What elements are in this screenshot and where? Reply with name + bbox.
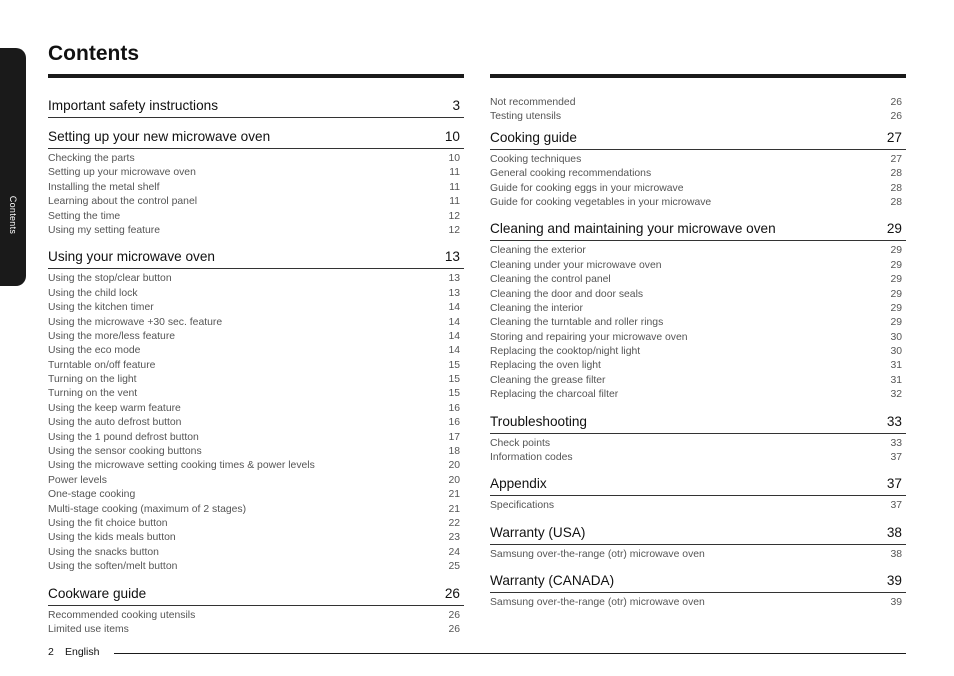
toc-item-label: Installing the metal shelf xyxy=(48,181,160,193)
toc-item-label: Specifications xyxy=(490,500,555,512)
toc-item-page: 26 xyxy=(448,623,460,635)
toc-item-page: 38 xyxy=(890,548,902,560)
right-top-rule xyxy=(490,74,906,78)
toc-item-label: One-stage cooking xyxy=(48,489,136,501)
toc-section[interactable] xyxy=(48,584,464,606)
toc-item-page: 17 xyxy=(448,431,460,443)
toc-item-page: 27 xyxy=(890,153,902,165)
toc-item-label: Using the soften/melt button xyxy=(48,561,178,573)
toc-item[interactable] xyxy=(48,287,464,301)
toc-section-page: 33 xyxy=(886,413,902,429)
toc-item-page: 14 xyxy=(448,330,460,342)
toc-item-label: Power levels xyxy=(48,474,107,486)
toc-item-page: 10 xyxy=(448,153,460,164)
toc-item[interactable] xyxy=(490,167,906,181)
side-tab-label: Contents xyxy=(8,195,18,235)
toc-section[interactable] xyxy=(490,128,906,150)
toc-section[interactable] xyxy=(490,412,906,434)
toc-section[interactable] xyxy=(490,571,906,593)
toc-item[interactable] xyxy=(48,272,464,286)
toc-item-page: 16 xyxy=(448,402,460,414)
toc-item-page: 13 xyxy=(448,287,460,299)
toc-item-label: Using the auto defrost button xyxy=(48,417,182,429)
toc-item-label: Using the sensor cooking buttons xyxy=(48,446,202,458)
toc-section[interactable] xyxy=(48,247,464,269)
toc-item-label: Using the fit choice button xyxy=(48,517,168,529)
left-top-rule xyxy=(48,74,464,78)
toc-item[interactable] xyxy=(490,259,906,273)
toc-item[interactable] xyxy=(48,488,464,502)
toc-item[interactable] xyxy=(48,474,464,488)
toc-item-label: Cleaning the grease filter xyxy=(490,374,606,386)
toc-item[interactable] xyxy=(490,345,906,359)
footer-rule xyxy=(114,653,906,654)
toc-section[interactable] xyxy=(490,523,906,545)
toc-section[interactable] xyxy=(490,474,906,496)
toc-item-page: 21 xyxy=(448,489,460,501)
toc-section-label: Warranty (CANADA) xyxy=(490,573,615,589)
toc-item-label: Recommended cooking utensils xyxy=(48,609,196,621)
toc-item-page: 31 xyxy=(890,374,902,386)
toc-item[interactable] xyxy=(48,459,464,473)
toc-item-page: 13 xyxy=(448,273,460,285)
toc-item-page: 20 xyxy=(448,460,460,472)
toc-item-page: 33 xyxy=(890,437,902,449)
toc-item-label: Learning about the control panel xyxy=(48,196,198,208)
toc-item-page: 37 xyxy=(890,500,902,512)
toc-item-label: Multi-stage cooking (maximum of 2 stages) xyxy=(48,503,247,515)
toc-item-list xyxy=(48,272,464,574)
toc-item-label: Guide for cooking vegetables in your microwave xyxy=(490,196,712,208)
toc-item[interactable] xyxy=(48,166,464,180)
toc-item-page: 15 xyxy=(448,374,460,386)
toc-item-page: 37 xyxy=(890,452,902,464)
toc-item-label: Cleaning the door and door seals xyxy=(490,288,644,300)
toc-item[interactable] xyxy=(48,316,464,330)
toc-item-label: Using the kids meals button xyxy=(48,532,176,544)
page-title: Contents xyxy=(48,42,139,65)
toc-item-page: 29 xyxy=(890,288,902,300)
toc-item-page: 11 xyxy=(449,181,460,193)
toc-item-label: Limited use items xyxy=(48,623,129,635)
toc-item-page: 12 xyxy=(448,224,460,236)
toc-section-page: 13 xyxy=(444,249,460,265)
toc-section-page: 38 xyxy=(886,524,902,540)
toc-item[interactable] xyxy=(48,546,464,560)
toc-item-page: 32 xyxy=(890,389,902,401)
toc-item-page: 11 xyxy=(449,196,460,208)
toc-item-page: 23 xyxy=(448,532,460,544)
toc-section-page: 39 xyxy=(886,573,902,589)
toc-right-column xyxy=(490,96,906,611)
toc-item-page: 29 xyxy=(890,259,902,271)
toc-item-page: 14 xyxy=(448,345,460,357)
footer-language: English xyxy=(65,646,100,658)
toc-item-page: 26 xyxy=(890,97,902,108)
toc-item-page: 18 xyxy=(448,446,460,458)
toc-item[interactable] xyxy=(490,196,906,210)
toc-item[interactable] xyxy=(48,623,464,637)
toc-item-list xyxy=(490,499,906,513)
toc-item-page: 11 xyxy=(449,167,460,179)
toc-item-page: 20 xyxy=(448,474,460,486)
toc-item[interactable] xyxy=(490,437,906,451)
toc-item[interactable] xyxy=(48,609,464,623)
toc-item[interactable] xyxy=(490,96,906,110)
toc-item-page: 22 xyxy=(448,517,460,529)
toc-section[interactable] xyxy=(48,127,464,149)
footer-page-number: 2 xyxy=(48,646,54,658)
toc-item[interactable] xyxy=(48,224,464,238)
toc-item[interactable] xyxy=(490,316,906,330)
toc-item[interactable] xyxy=(48,373,464,387)
toc-item-page: 28 xyxy=(890,196,902,208)
toc-item-page: 28 xyxy=(890,168,902,180)
toc-item-label: Cleaning the interior xyxy=(490,302,583,314)
toc-item-page: 25 xyxy=(448,561,460,573)
toc-section-label: Important safety instructions xyxy=(48,98,218,113)
toc-item-page: 29 xyxy=(890,245,902,257)
toc-item[interactable] xyxy=(48,152,464,166)
toc-item-label: Samsung over-the-range (otr) microwave oven xyxy=(490,597,705,609)
toc-item-page: 39 xyxy=(890,597,902,609)
toc-item-label: Setting the time xyxy=(48,210,121,222)
toc-item-page: 30 xyxy=(890,331,902,343)
toc-item[interactable] xyxy=(48,445,464,459)
toc-section-label: Setting up your new microwave oven xyxy=(48,129,271,144)
side-tab xyxy=(0,48,26,286)
toc-item-label: Cleaning the exterior xyxy=(490,245,586,257)
toc-item-page: 14 xyxy=(448,302,460,314)
toc-item[interactable] xyxy=(48,531,464,545)
toc-item[interactable] xyxy=(490,359,906,373)
toc-item-label: Cooking techniques xyxy=(490,153,582,165)
toc-item-label: Using the microwave +30 sec. feature xyxy=(48,316,223,328)
toc-section-label: Cleaning and maintaining your microwave oven xyxy=(490,221,776,237)
toc-item-label: Turning on the light xyxy=(48,374,137,386)
toc-section-page: 27 xyxy=(886,129,902,145)
toc-section-label: Using your microwave oven xyxy=(48,249,215,265)
toc-item[interactable] xyxy=(490,388,906,402)
toc-item-label: Checking the parts xyxy=(48,153,135,164)
toc-item[interactable] xyxy=(490,273,906,287)
toc-item-label: Information codes xyxy=(490,452,573,464)
toc-item-label: Guide for cooking eggs in your microwave xyxy=(490,182,684,194)
toc-item-page: 28 xyxy=(890,182,902,194)
toc-section-page: 10 xyxy=(444,129,460,144)
toc-item-label: Using the more/less feature xyxy=(48,330,176,342)
toc-item[interactable] xyxy=(48,195,464,209)
toc-item-label: Samsung over-the-range (otr) microwave oven xyxy=(490,548,705,560)
toc-item-label: Using the 1 pound defrost button xyxy=(48,431,199,443)
toc-section-page: 26 xyxy=(444,585,460,601)
toc-item[interactable] xyxy=(490,244,906,258)
toc-item-page: 16 xyxy=(448,417,460,429)
toc-item-label: Storing and repairing your microwave oven xyxy=(490,331,688,343)
toc-item[interactable] xyxy=(490,374,906,388)
toc-section[interactable] xyxy=(490,219,906,241)
toc-item-label: Cleaning the control panel xyxy=(490,274,611,286)
toc-item-label: Using the eco mode xyxy=(48,345,141,357)
toc-item[interactable] xyxy=(490,182,906,196)
toc-item[interactable] xyxy=(48,181,464,195)
toc-section-page: 3 xyxy=(452,98,460,113)
toc-section-label: Cookware guide xyxy=(48,585,147,601)
toc-item-page: 26 xyxy=(890,111,902,123)
toc-section-page: 29 xyxy=(886,221,902,237)
toc-item-label: Cleaning the turntable and roller rings xyxy=(490,317,664,329)
toc-item[interactable] xyxy=(48,560,464,574)
toc-item-list xyxy=(490,437,906,466)
toc-item-page: 12 xyxy=(448,210,460,222)
toc-item-label: Using the child lock xyxy=(48,287,138,299)
toc-item-page: 14 xyxy=(448,316,460,328)
toc-item-page: 29 xyxy=(890,302,902,314)
toc-item[interactable] xyxy=(48,503,464,517)
toc-item-page: 21 xyxy=(448,503,460,515)
toc-item[interactable] xyxy=(48,210,464,224)
toc-item-page: 29 xyxy=(890,274,902,286)
toc-item-label: Turning on the vent xyxy=(48,388,138,400)
toc-item[interactable] xyxy=(490,153,906,167)
toc-section[interactable] xyxy=(48,96,464,118)
toc-item-list xyxy=(490,244,906,402)
toc-item-list xyxy=(490,153,906,211)
toc-item[interactable] xyxy=(48,344,464,358)
toc-item-label: Check points xyxy=(490,437,551,449)
toc-item-label: Using the kitchen timer xyxy=(48,302,154,314)
toc-section-label: Appendix xyxy=(490,476,547,492)
toc-item[interactable] xyxy=(490,288,906,302)
toc-item-page: 31 xyxy=(890,360,902,372)
toc-item-page: 24 xyxy=(448,546,460,558)
toc-item-page: 15 xyxy=(448,388,460,400)
toc-item[interactable] xyxy=(48,301,464,315)
toc-item[interactable] xyxy=(48,431,464,445)
toc-item-label: Replacing the charcoal filter xyxy=(490,389,619,401)
toc-item[interactable] xyxy=(48,517,464,531)
toc-section-label: Cooking guide xyxy=(490,129,577,145)
toc-item-label: Using the keep warm feature xyxy=(48,402,181,414)
toc-item-label: Testing utensils xyxy=(490,111,562,123)
toc-left-column xyxy=(48,96,464,637)
toc-item-label: Using the snacks button xyxy=(48,546,159,558)
toc-item[interactable] xyxy=(48,359,464,373)
toc-section-label: Warranty (USA) xyxy=(490,524,586,540)
toc-item[interactable] xyxy=(490,302,906,316)
toc-item-list xyxy=(490,596,906,610)
toc-item[interactable] xyxy=(48,330,464,344)
toc-item[interactable] xyxy=(490,331,906,345)
toc-item[interactable] xyxy=(490,596,906,610)
toc-item-page: 15 xyxy=(448,359,460,371)
toc-item-label: Replacing the cooktop/night light xyxy=(490,346,641,358)
toc-item-label: Using my setting feature xyxy=(48,224,161,236)
toc-item-list xyxy=(48,609,464,638)
toc-item[interactable] xyxy=(490,110,906,124)
toc-item-label: Replacing the oven light xyxy=(490,360,601,372)
toc-item[interactable] xyxy=(490,499,906,513)
toc-item-page: 29 xyxy=(890,317,902,329)
toc-item[interactable] xyxy=(48,402,464,416)
toc-item[interactable] xyxy=(48,416,464,430)
toc-item[interactable] xyxy=(48,387,464,401)
toc-item-label: Using the stop/clear button xyxy=(48,273,172,285)
toc-item-label: Not recommended xyxy=(490,97,576,108)
toc-item-label: Cleaning under your microwave oven xyxy=(490,259,662,271)
toc-item-list xyxy=(48,152,464,238)
toc-section-label: Troubleshooting xyxy=(490,413,587,429)
toc-item-list xyxy=(490,548,906,562)
toc-item-label: General cooking recommendations xyxy=(490,168,652,180)
toc-item[interactable] xyxy=(490,548,906,562)
toc-item-label: Using the microwave setting cooking times & power levels xyxy=(48,460,315,472)
toc-item-label: Turntable on/off feature xyxy=(48,359,156,371)
toc-item-page: 30 xyxy=(890,346,902,358)
toc-item-label: Setting up your microwave oven xyxy=(48,167,196,179)
toc-section-page: 37 xyxy=(886,476,902,492)
toc-continued-list xyxy=(490,96,906,125)
toc-item[interactable] xyxy=(490,451,906,465)
toc-item-page: 26 xyxy=(448,609,460,621)
